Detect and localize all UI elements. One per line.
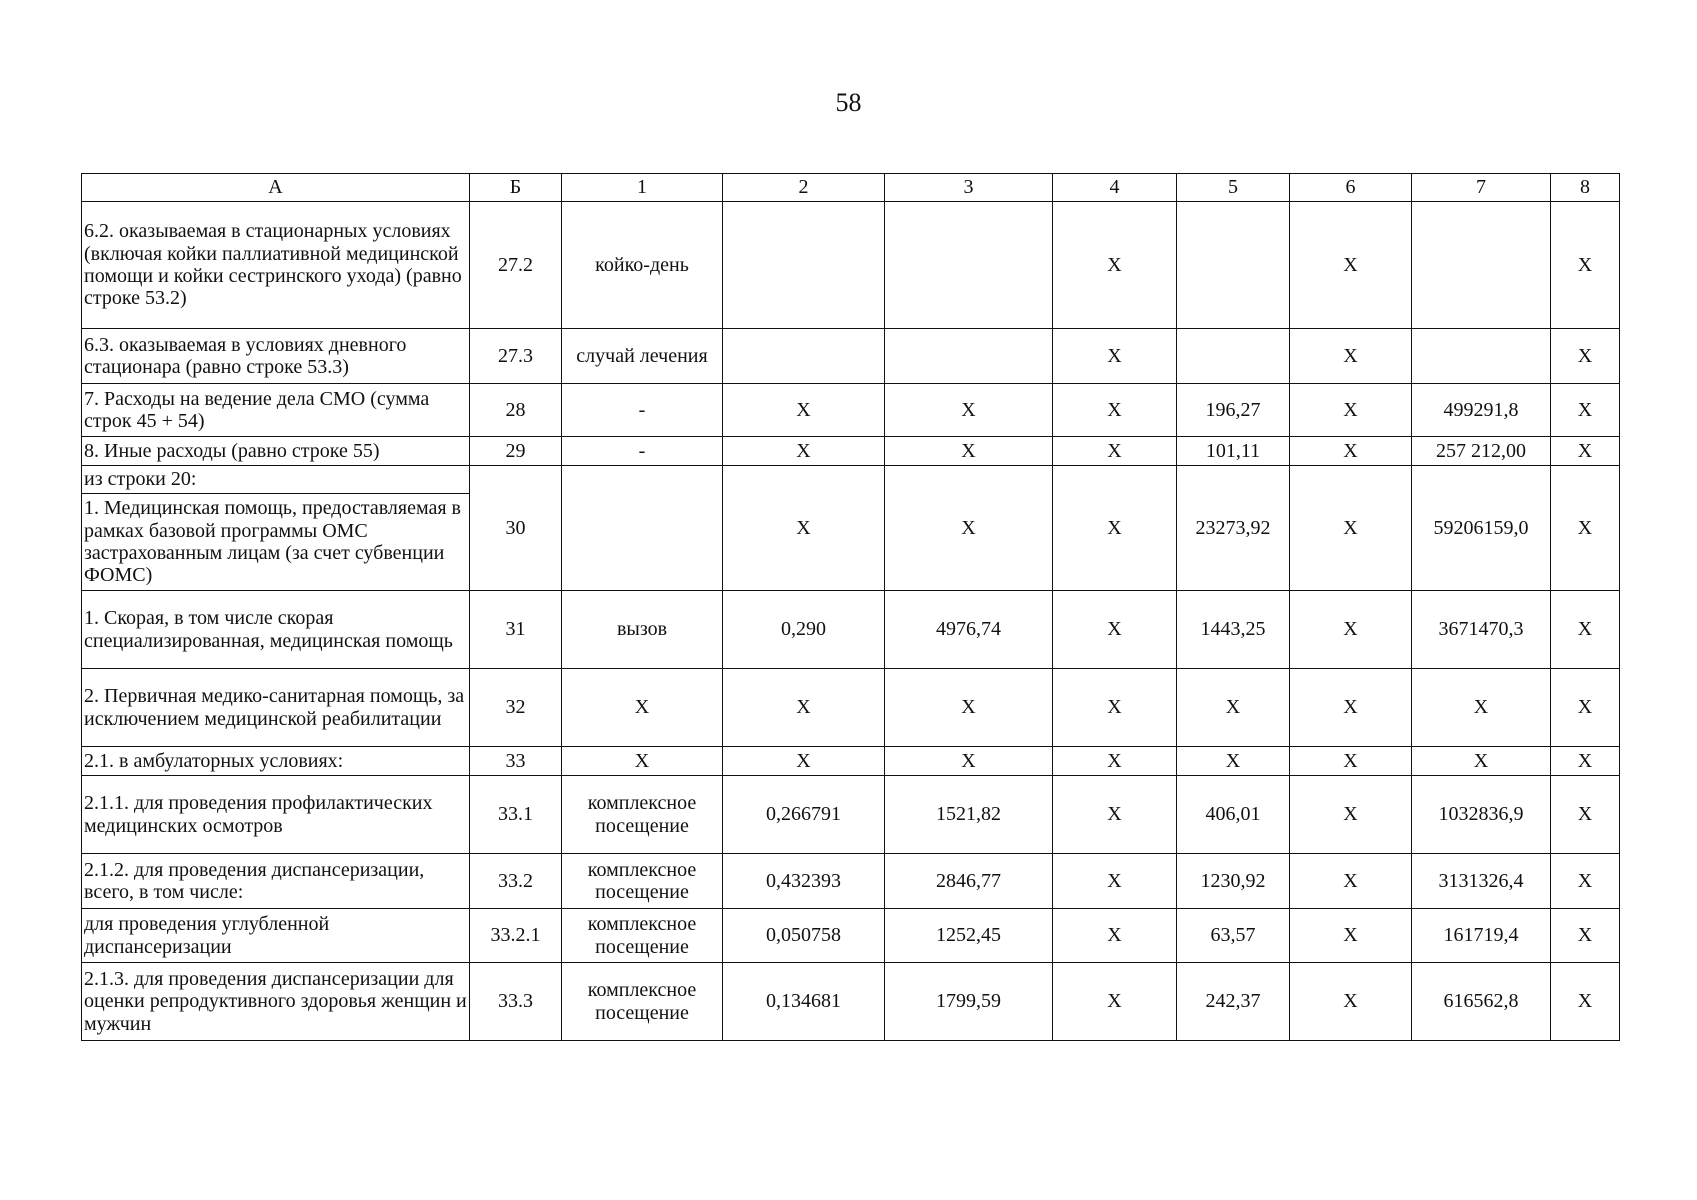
- cell-c8: Х: [1551, 669, 1620, 747]
- data-table: [81, 173, 1620, 1041]
- cell-c4: Х: [1053, 466, 1177, 591]
- row-number: 33.3: [470, 963, 562, 1041]
- cell-c2: 0,134681: [723, 963, 885, 1041]
- row-label: 1. Скорая, в том числе скорая специализированная, медицинская помощь: [82, 591, 470, 669]
- cell-c6: Х: [1290, 202, 1412, 329]
- cell-c8: Х: [1551, 202, 1620, 329]
- table-row: [82, 466, 1620, 494]
- row-number: 30: [470, 466, 562, 591]
- cell-c5: 1230,92: [1177, 854, 1290, 909]
- cell-c5: 63,57: [1177, 909, 1290, 963]
- cell-c1: случай лечения: [562, 329, 723, 384]
- cell-c3: 1521,82: [885, 776, 1053, 854]
- cell-c4: Х: [1053, 202, 1177, 329]
- cell-c4: Х: [1053, 747, 1177, 776]
- table-row: [82, 329, 1620, 384]
- cell-c4: Х: [1053, 963, 1177, 1041]
- cell-c3: [885, 202, 1053, 329]
- table-row: [82, 437, 1620, 466]
- cell-c7: Х: [1412, 669, 1551, 747]
- cell-c3: 1799,59: [885, 963, 1053, 1041]
- cell-c4: Х: [1053, 669, 1177, 747]
- cell-c6: Х: [1290, 909, 1412, 963]
- table-row: [82, 591, 1620, 669]
- table-row: [82, 963, 1620, 1041]
- header-cell: 2: [723, 174, 885, 202]
- cell-c8: Х: [1551, 329, 1620, 384]
- cell-c4: Х: [1053, 776, 1177, 854]
- cell-c5: 23273,92: [1177, 466, 1290, 591]
- cell-c3: 1252,45: [885, 909, 1053, 963]
- cell-c2: Х: [723, 437, 885, 466]
- cell-c2: Х: [723, 466, 885, 591]
- cell-c7: 3671470,3: [1412, 591, 1551, 669]
- header-cell: 5: [1177, 174, 1290, 202]
- cell-c3: Х: [885, 384, 1053, 437]
- cell-c1: Х: [562, 747, 723, 776]
- cell-c1: койко-день: [562, 202, 723, 329]
- cell-c5: Х: [1177, 747, 1290, 776]
- cell-c2: Х: [723, 384, 885, 437]
- row-number: 33.2: [470, 854, 562, 909]
- header-cell: 7: [1412, 174, 1551, 202]
- table-row: [82, 384, 1620, 437]
- header-cell: А: [82, 174, 470, 202]
- cell-c1: комплексное посещение: [562, 776, 723, 854]
- row-number: 28: [470, 384, 562, 437]
- row-number: 29: [470, 437, 562, 466]
- cell-c3: Х: [885, 747, 1053, 776]
- cell-c3: [885, 329, 1053, 384]
- cell-c8: Х: [1551, 776, 1620, 854]
- table-row: [82, 669, 1620, 747]
- page-number: 58: [835, 88, 862, 117]
- cell-c8: Х: [1551, 963, 1620, 1041]
- cell-c4: Х: [1053, 854, 1177, 909]
- cell-c1: комплексное посещение: [562, 909, 723, 963]
- cell-c1: -: [562, 437, 723, 466]
- row-number: 33.1: [470, 776, 562, 854]
- header-cell: 3: [885, 174, 1053, 202]
- row-label: 2.1.1. для проведения профилактических медицинских осмотров: [82, 776, 470, 854]
- cell-c2: 0,050758: [723, 909, 885, 963]
- cell-c7: 499291,8: [1412, 384, 1551, 437]
- cell-c4: Х: [1053, 329, 1177, 384]
- cell-c1: вызов: [562, 591, 723, 669]
- row-label: 2.1.2. для проведения диспансеризации, всего, в том числе:: [82, 854, 470, 909]
- cell-c1: [562, 466, 723, 591]
- table-row: [82, 747, 1620, 776]
- cell-c3: Х: [885, 466, 1053, 591]
- cell-c5: 1443,25: [1177, 591, 1290, 669]
- row-label: 1. Медицинская помощь, предоставляемая в рамках базовой программы ОМС застрахованным лицам (за счет субвенции ФОМС): [82, 494, 470, 591]
- cell-c6: Х: [1290, 591, 1412, 669]
- cell-c6: Х: [1290, 466, 1412, 591]
- row-label: из строки 20:: [82, 466, 470, 494]
- row-number: 27.2: [470, 202, 562, 329]
- cell-c6: Х: [1290, 437, 1412, 466]
- cell-c6: Х: [1290, 776, 1412, 854]
- row-label: 6.3. оказываемая в условиях дневного стационара (равно строке 53.3): [82, 329, 470, 384]
- cell-c3: Х: [885, 669, 1053, 747]
- row-number: 31: [470, 591, 562, 669]
- cell-c8: Х: [1551, 437, 1620, 466]
- cell-c2: 0,266791: [723, 776, 885, 854]
- cell-c1: -: [562, 384, 723, 437]
- cell-c7: Х: [1412, 747, 1551, 776]
- header-cell: Б: [470, 174, 562, 202]
- cell-c8: Х: [1551, 909, 1620, 963]
- table-row: [82, 776, 1620, 854]
- header-cell: 6: [1290, 174, 1412, 202]
- cell-c2: Х: [723, 669, 885, 747]
- row-label: для проведения углубленной диспансеризации: [82, 909, 470, 963]
- row-number: 33: [470, 747, 562, 776]
- cell-c1: комплексное посещение: [562, 854, 723, 909]
- cell-c5: Х: [1177, 669, 1290, 747]
- cell-c4: Х: [1053, 909, 1177, 963]
- cell-c4: Х: [1053, 384, 1177, 437]
- cell-c7: [1412, 329, 1551, 384]
- cell-c6: Х: [1290, 669, 1412, 747]
- cell-c8: Х: [1551, 384, 1620, 437]
- cell-c7: 257 212,00: [1412, 437, 1551, 466]
- header-cell: 1: [562, 174, 723, 202]
- cell-c7: 616562,8: [1412, 963, 1551, 1041]
- cell-c5: [1177, 202, 1290, 329]
- row-label: 2. Первичная медико-санитарная помощь, за исключением медицинской реабилитации: [82, 669, 470, 747]
- header-cell: 8: [1551, 174, 1620, 202]
- row-number: 32: [470, 669, 562, 747]
- cell-c7: 161719,4: [1412, 909, 1551, 963]
- cell-c8: Х: [1551, 747, 1620, 776]
- cell-c5: 406,01: [1177, 776, 1290, 854]
- cell-c4: Х: [1053, 437, 1177, 466]
- cell-c5: 101,11: [1177, 437, 1290, 466]
- cell-c3: 2846,77: [885, 854, 1053, 909]
- cell-c6: Х: [1290, 329, 1412, 384]
- cell-c5: 196,27: [1177, 384, 1290, 437]
- cell-c1: комплексное посещение: [562, 963, 723, 1041]
- cell-c6: Х: [1290, 854, 1412, 909]
- cell-c2: [723, 329, 885, 384]
- cell-c2: Х: [723, 747, 885, 776]
- cell-c7: 3131326,4: [1412, 854, 1551, 909]
- cell-c3: 4976,74: [885, 591, 1053, 669]
- cell-c8: Х: [1551, 854, 1620, 909]
- cell-c7: [1412, 202, 1551, 329]
- row-label: 6.2. оказываемая в стационарных условиях (включая койки паллиативной медицинской помощи и койки сестринского ухода) (равно строке 53.2): [82, 202, 470, 329]
- cell-c5: 242,37: [1177, 963, 1290, 1041]
- row-label: 2.1. в амбулаторных условиях:: [82, 747, 470, 776]
- cell-c4: Х: [1053, 591, 1177, 669]
- cell-c2: 0,290: [723, 591, 885, 669]
- row-number: 33.2.1: [470, 909, 562, 963]
- header-row: [82, 174, 1620, 202]
- header-cell: 4: [1053, 174, 1177, 202]
- row-label: 2.1.3. для проведения диспансеризации для оценки репродуктивного здоровья женщин и мужчин: [82, 963, 470, 1041]
- cell-c7: 1032836,9: [1412, 776, 1551, 854]
- cell-c6: Х: [1290, 963, 1412, 1041]
- row-label: 8. Иные расходы (равно строке 55): [82, 437, 470, 466]
- cell-c2: 0,432393: [723, 854, 885, 909]
- cell-c3: Х: [885, 437, 1053, 466]
- cell-c6: Х: [1290, 747, 1412, 776]
- cell-c6: Х: [1290, 384, 1412, 437]
- table-row: [82, 202, 1620, 329]
- cell-c8: Х: [1551, 591, 1620, 669]
- table-row: [82, 909, 1620, 963]
- row-label: 7. Расходы на ведение дела СМО (сумма строк 45 + 54): [82, 384, 470, 437]
- cell-c5: [1177, 329, 1290, 384]
- cell-c2: [723, 202, 885, 329]
- cell-c7: 59206159,0: [1412, 466, 1551, 591]
- cell-c8: Х: [1551, 466, 1620, 591]
- cell-c1: Х: [562, 669, 723, 747]
- table-row: [82, 854, 1620, 909]
- row-number: 27.3: [470, 329, 562, 384]
